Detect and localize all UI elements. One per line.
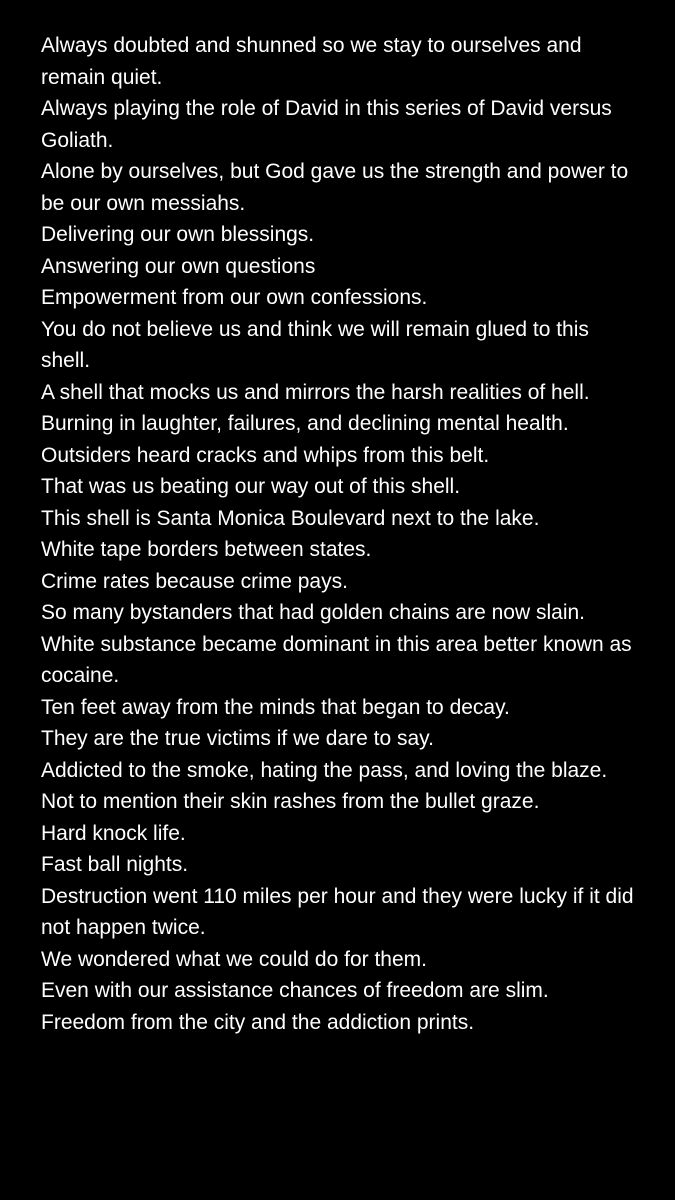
note-line: Addicted to the smoke, hating the pass, and loving the blaze. (41, 758, 608, 782)
note-line: You do not believe us and think we will remain glued to this shell. (41, 317, 589, 372)
note-text (41, 30, 641, 1038)
note-line: Not to mention their skin rashes from the bullet graze. (41, 790, 540, 813)
note-line: Ten feet away from the minds that began to decay. (41, 695, 510, 719)
note-line: So many bystanders that had golden chains are now slain. (41, 601, 586, 624)
note-line: White substance became dominant in this area better known as cocaine. (41, 632, 632, 687)
note-line: Empowerment from our own confessions. (41, 286, 428, 309)
note-line: Always playing the role of David in this series of David versus Goliath. (41, 97, 612, 152)
note-line: They are the true victims if we dare to say. (41, 727, 434, 750)
note-line: Crime rates because crime pays. (41, 569, 348, 593)
note-line: Even with our assistance chances of freedom are slim. (41, 979, 549, 1002)
note-line: We wondered what we could do for them. (41, 947, 427, 971)
note-line: Freedom from the city and the addiction prints. (41, 1010, 475, 1034)
note-line: This shell is Santa Monica Boulevard next to the lake. (41, 506, 540, 530)
note-line: Alone by ourselves, but God gave us the strength and power to be our own messiahs. (41, 160, 629, 215)
note-line: Destruction went 110 miles per hour and they were lucky if it did not happen twice. (41, 884, 634, 939)
note-line: That was us beating our way out of this shell. (41, 475, 461, 498)
note-line: Delivering our own blessings. (41, 223, 315, 246)
note-line: Hard knock life. (41, 821, 186, 845)
note-line: Burning in laughter, failures, and declining mental health. (41, 412, 569, 435)
note-line: Outsiders heard cracks and whips from this belt. (41, 443, 490, 467)
note-line: Fast ball nights. (41, 853, 189, 876)
note-line: White tape borders between states. (41, 538, 372, 561)
note-line: A shell that mocks us and mirrors the harsh realities of hell. (41, 380, 590, 404)
note-line: Answering our own questions (41, 254, 316, 278)
note-line: Always doubted and shunned so we stay to ourselves and remain quiet. (41, 34, 582, 89)
